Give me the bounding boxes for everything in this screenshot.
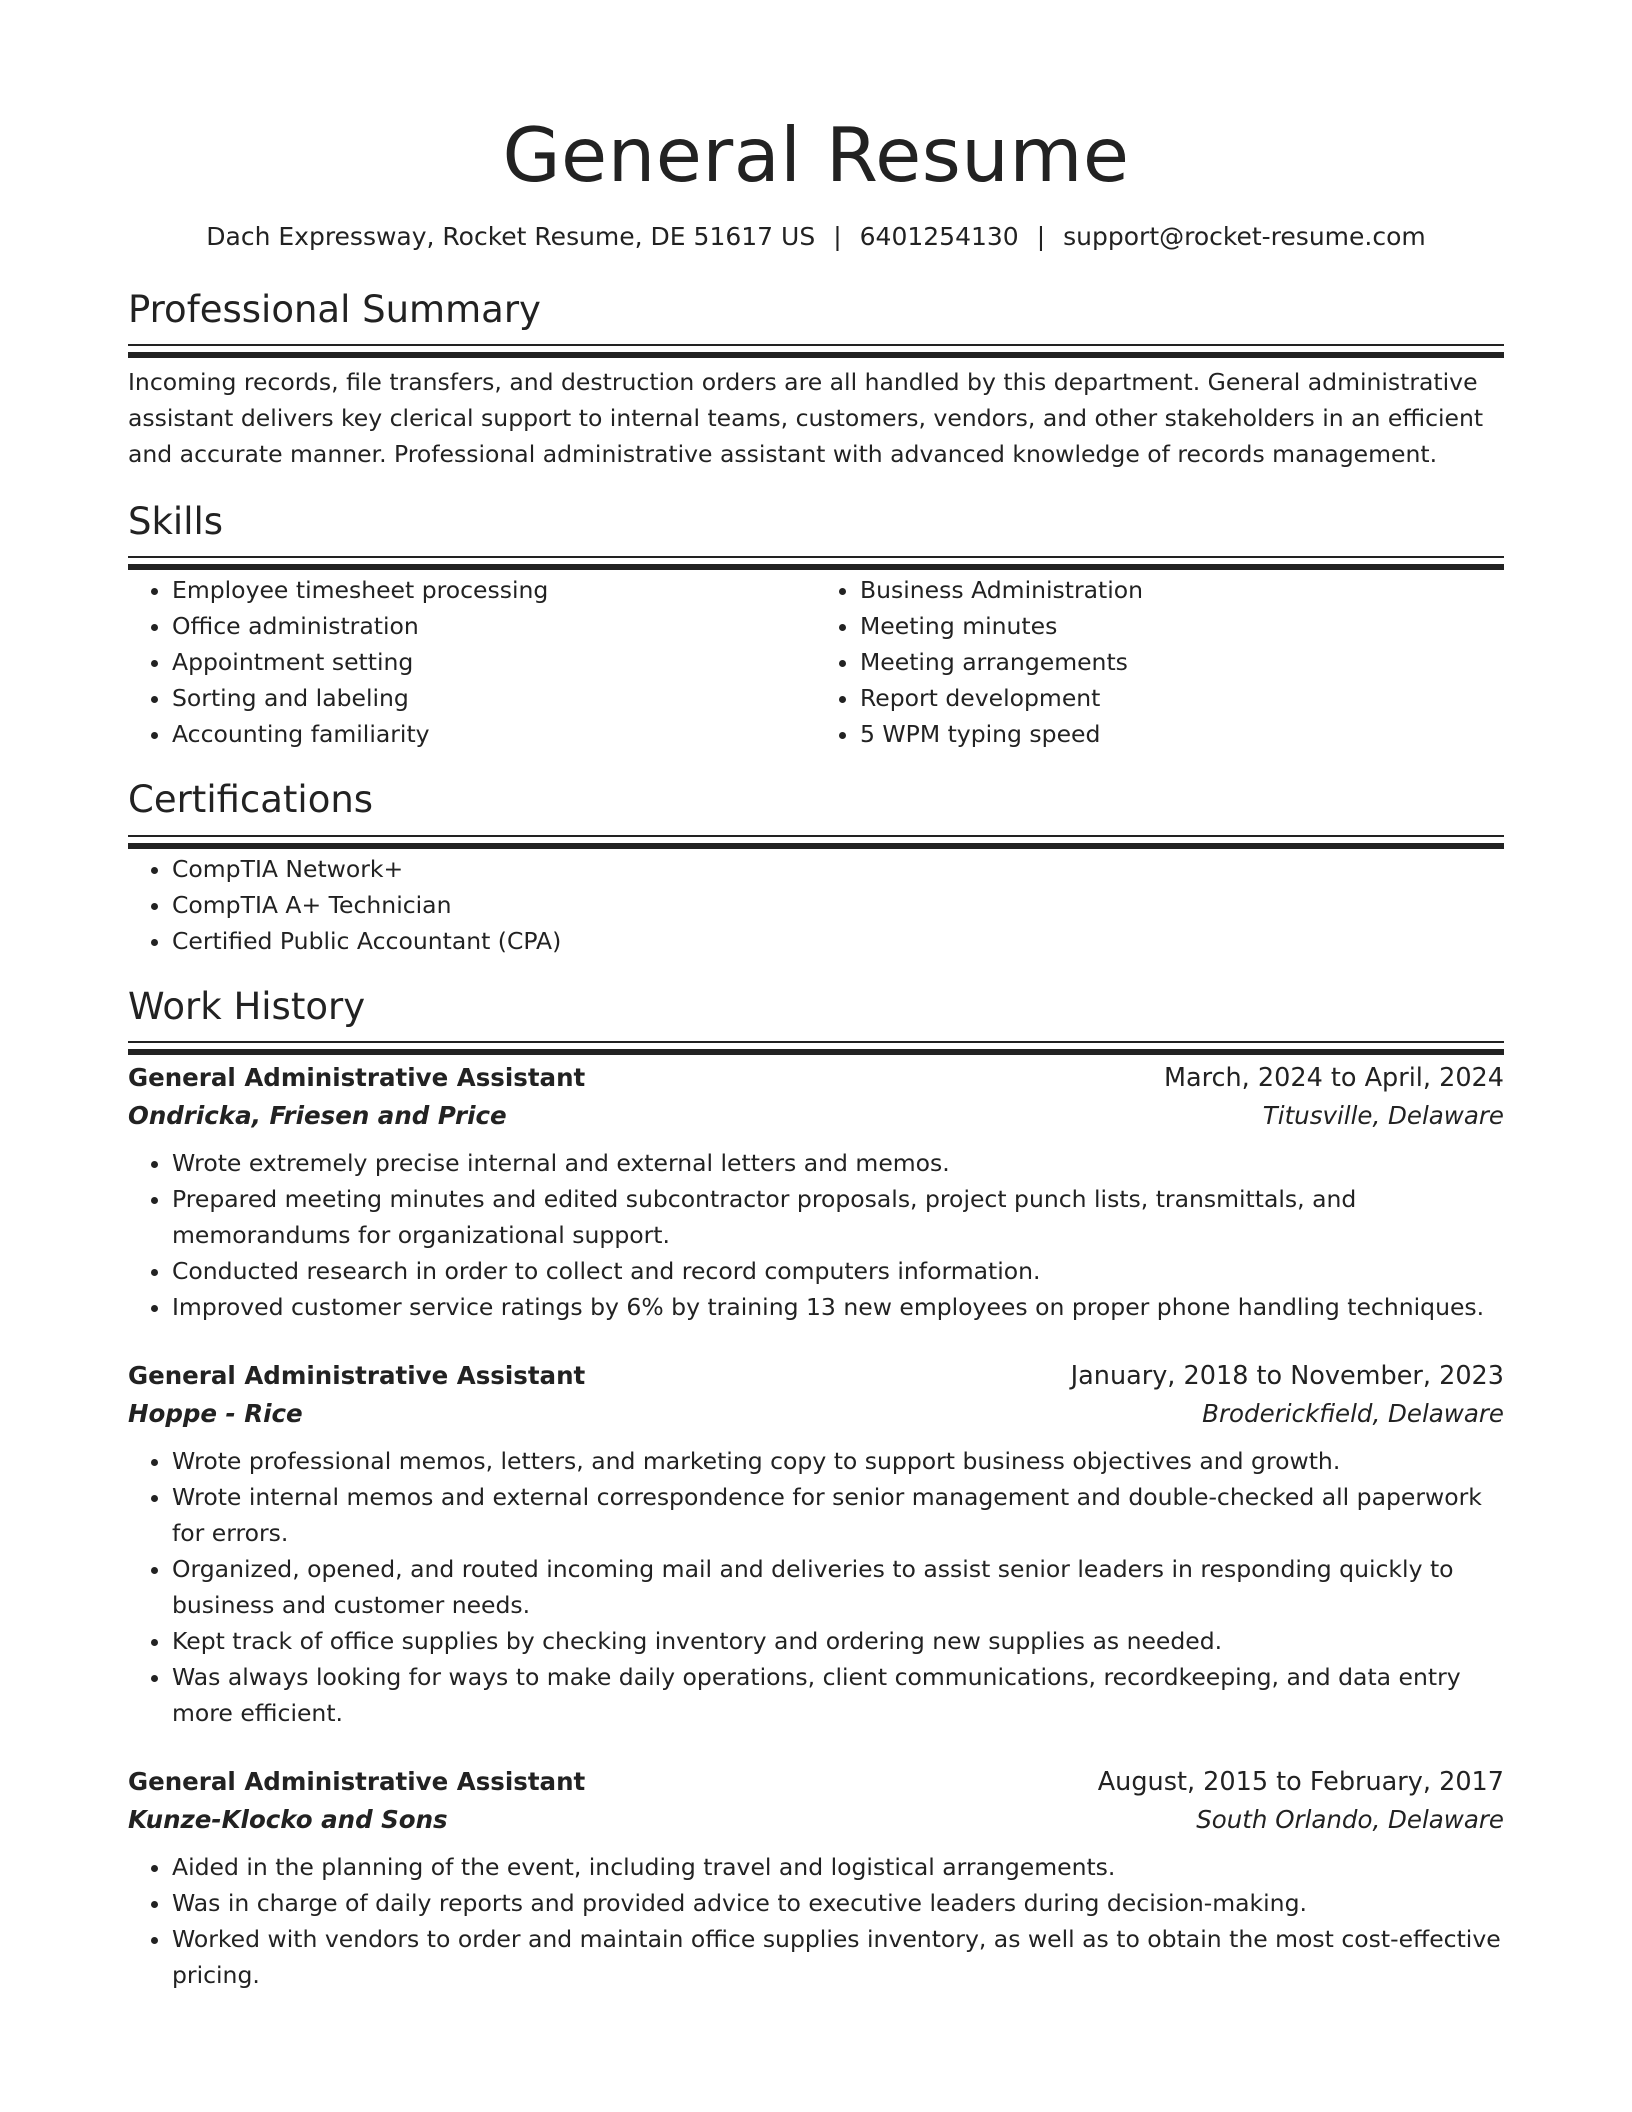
job-bullet: • Aided in the planning of the event, including travel and logistical arrangements. bbox=[172, 1849, 1504, 1885]
contact-address: Dach Expressway, Rocket Resume, DE 51617 US bbox=[206, 222, 816, 251]
section-title-summary: Professional Summary bbox=[128, 287, 541, 331]
job-bullets bbox=[128, 1145, 1504, 1325]
skills-section bbox=[128, 500, 1504, 752]
job-title: General Administrative Assistant bbox=[128, 1767, 586, 1797]
job-bullets bbox=[128, 1443, 1504, 1731]
job-dates: August, 2015 to February, 2017 bbox=[1097, 1767, 1504, 1798]
skill-item: • Office administration bbox=[172, 608, 816, 644]
contact-separator: | bbox=[1036, 222, 1046, 251]
job-entry bbox=[128, 1763, 1504, 1993]
skill-item: • Sorting and labeling bbox=[172, 680, 816, 716]
skill-item: • 5 WPM typing speed bbox=[860, 716, 1504, 752]
skill-item: • Employee timesheet processing bbox=[172, 572, 816, 608]
section-divider bbox=[128, 556, 1504, 558]
job-bullet: • Organized, opened, and routed incoming mail and deliveries to assist senior leaders in responding quickly to business and customer needs. bbox=[172, 1551, 1504, 1623]
job-dates: March, 2024 to April, 2024 bbox=[1163, 1063, 1504, 1094]
job-bullets bbox=[128, 1849, 1504, 1993]
section-divider bbox=[128, 835, 1504, 837]
contact-phone: 6401254130 bbox=[859, 222, 1019, 251]
skill-item: • Report development bbox=[860, 680, 1504, 716]
job-title: General Administrative Assistant bbox=[128, 1361, 586, 1391]
summary-section bbox=[128, 288, 1504, 472]
job-bullet: • Was always looking for ways to make daily operations, client communications, recordkeeping, and data entry more efficient. bbox=[172, 1659, 1504, 1731]
job-bullet: • Was in charge of daily reports and provided advice to executive leaders during decision-making. bbox=[172, 1885, 1504, 1921]
certification-item: • CompTIA A+ Technician bbox=[172, 887, 1504, 923]
skill-item: • Meeting arrangements bbox=[860, 644, 1504, 680]
skill-item: • Business Administration bbox=[860, 572, 1504, 608]
summary-text: Incoming records, file transfers, and destruction orders are all handled by this department. General administrative assistant delivers key clerical support to internal teams, customers, vendors, and other stakeholders in an efficient and accurate manner. Professional administrative assistant with advanced knowledge of records management. bbox=[128, 367, 1484, 468]
certifications-section bbox=[128, 778, 1504, 958]
job-company: Ondricka, Friesen and Price bbox=[128, 1101, 507, 1131]
job-bullet: • Worked with vendors to order and maintain office supplies inventory, as well as to obtain the most cost-effective pricing. bbox=[172, 1921, 1504, 1993]
section-title-work-history: Work History bbox=[128, 984, 366, 1028]
section-divider bbox=[128, 1041, 1504, 1043]
job-company: Hoppe - Rice bbox=[128, 1399, 303, 1429]
skill-item: • Accounting familiarity bbox=[172, 716, 816, 752]
job-bullet: • Wrote internal memos and external correspondence for senior management and double-checked all paperwork for errors. bbox=[172, 1479, 1504, 1551]
job-entry bbox=[128, 1059, 1504, 1325]
job-dates: January, 2018 to November, 2023 bbox=[1070, 1361, 1504, 1392]
job-entry bbox=[128, 1357, 1504, 1731]
job-bullet: • Conducted research in order to collect and record computers information. bbox=[172, 1253, 1504, 1289]
certification-item: • CompTIA Network+ bbox=[172, 851, 1504, 887]
contact-separator: | bbox=[833, 222, 842, 251]
job-bullet: • Improved customer service ratings by 6% by training 13 new employees on proper phone handling techniques. bbox=[172, 1289, 1504, 1325]
certification-item: • Certified Public Accountant (CPA) bbox=[172, 923, 1504, 959]
section-title-skills: Skills bbox=[128, 499, 224, 543]
job-bullet: • Kept track of office supplies by checking inventory and ordering new supplies as needed. bbox=[172, 1623, 1504, 1659]
skills-columns bbox=[128, 572, 1504, 752]
job-title: General Administrative Assistant bbox=[128, 1063, 586, 1093]
job-bullet: • Prepared meeting minutes and edited subcontractor proposals, project punch lists, transmittals, and memorandums for organizational support. bbox=[172, 1181, 1504, 1253]
job-location: Broderickfield, Delaware bbox=[1202, 1399, 1504, 1429]
job-bullet: • Wrote professional memos, letters, and marketing copy to support business objectives and growth. bbox=[172, 1443, 1504, 1479]
section-title-certifications: Certifications bbox=[128, 778, 374, 822]
resume-name: General Resume bbox=[502, 111, 1130, 199]
skills-list-left bbox=[128, 572, 816, 752]
contact-email: support@rocket-resume.com bbox=[1063, 222, 1426, 251]
job-location: Titusville, Delaware bbox=[1262, 1101, 1504, 1131]
work-history-section bbox=[128, 985, 1504, 1993]
job-location: South Orlando, Delaware bbox=[1196, 1805, 1504, 1835]
job-company: Kunze-Klocko and Sons bbox=[128, 1805, 448, 1835]
skill-item: • Meeting minutes bbox=[860, 608, 1504, 644]
certifications-list bbox=[128, 851, 1504, 959]
job-bullet: • Wrote extremely precise internal and external letters and memos. bbox=[172, 1145, 1504, 1181]
contact-line bbox=[128, 221, 1504, 254]
skill-item: • Appointment setting bbox=[172, 644, 816, 680]
skills-list-right bbox=[816, 572, 1504, 752]
section-divider bbox=[128, 344, 1504, 346]
